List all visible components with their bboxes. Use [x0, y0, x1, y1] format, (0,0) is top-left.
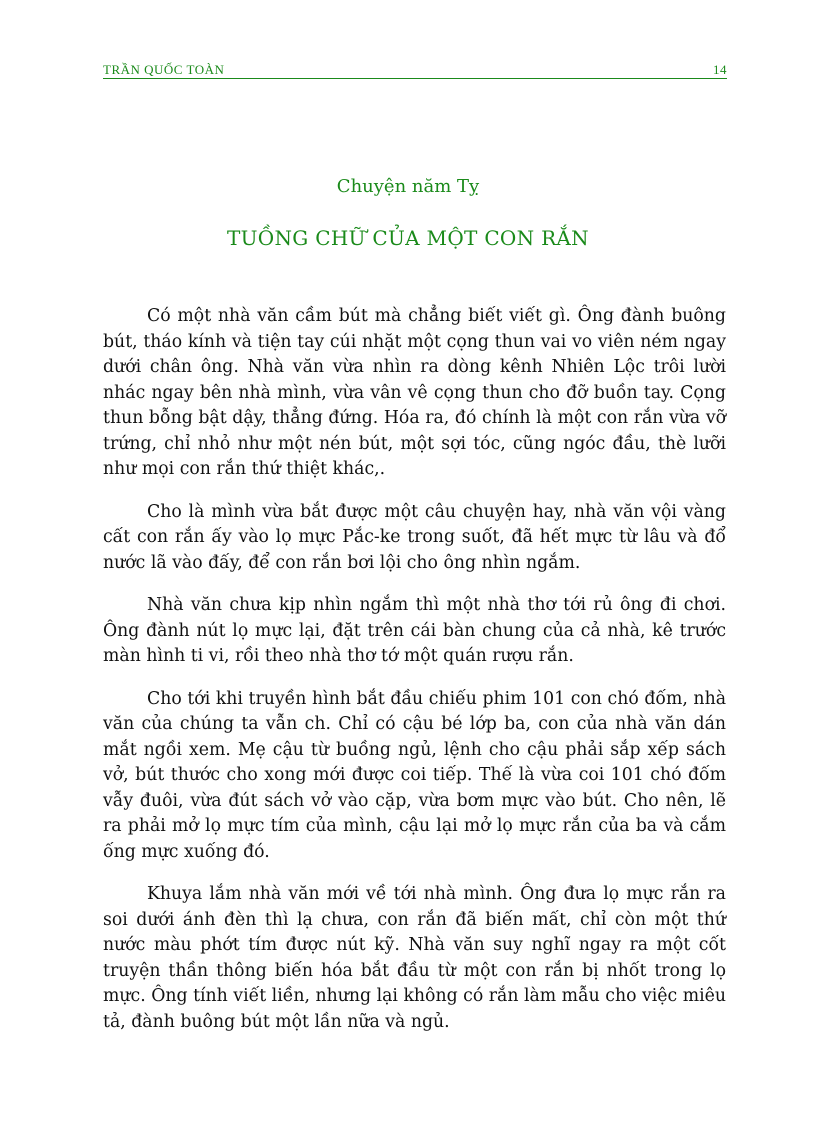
header-author: TRẦN QUỐC TOÀN	[103, 62, 225, 77]
paragraph: Nhà văn chưa kịp nhìn ngắm thì một nhà thơ tới rủ ông đi chơi. Ông đành nút lọ mực lại, đặt trên cái bàn chung của cả nhà, kê trước màn hình ti vi, rồi theo nhà thơ tớ một quán rượu rắn.	[103, 595, 726, 666]
paragraph: Có một nhà văn cầm bút mà chẳng biết viết gì. Ông đành buông bút, tháo kính và tiện tay cúi nhặt một cọng thun vai vo viên ném ngay dưới chân ông. Nhà văn vừa nhìn ra dòng kênh Nhiên Lộc trôi lười nhác ngay bên nhà mình, vừa vân vê cọng thun cho đỡ buồn tay. Cọng thun bỗng bật dậy, thẳng đứng. Hóa ra, đó chính là một con rắn vừa vỡ trứng, chỉ nhỏ như một nén bút, một sợi tóc, cũng ngóc đầu, thè lưỡi như mọi con rắn thứ thiệt khác,.	[103, 306, 726, 479]
chapter-title: TUỒNG CHỮ CỦA MỘT CON RẮN	[227, 226, 589, 250]
chapter-subtitle: Chuyện năm Tỵ	[336, 176, 480, 197]
page-number: 14	[713, 62, 727, 77]
running-header	[103, 62, 727, 79]
paragraph: Cho tới khi truyền hình bắt đầu chiếu phim 101 con chó đốm, nhà văn của chúng ta vẫn ch. Chỉ có cậu bé lớp ba, con của nhà văn dán mắt ngồi xem. Mẹ cậu từ buồng ngủ, lệnh cho cậu phải sắp xếp sách vở, bút thước cho xong mới được coi tiếp. Thế là vừa coi 101 chó đốm vẫy đuôi, vừa đút sách vở vào cặp, vừa bơm mực vào bút. Cho nên, lẽ ra phải mở lọ mực tím của mình, cậu lại mở lọ mực rắn của ba và cắm ống mực xuống đó.	[103, 688, 726, 862]
paragraph: Khuya lắm nhà văn mới về tới nhà mình. Ông đưa lọ mực rắn ra soi dưới ánh đèn thì lạ chưa, con rắn đã biến mất, chỉ còn một thứ nước màu phớt tím được nút kỹ. Nhà văn suy nghĩ ngay ra một cốt truyện thần thông biến hóa bắt đầu từ một con rắn bị nhốt trong lọ mực. Ông tính viết liền, nhưng lại không có rắn làm mẫu cho việc miêu tả, đành buông bút một lần nữa và ngủ.	[103, 884, 726, 1032]
story-body	[103, 304, 726, 1052]
paragraph: Cho là mình vừa bắt được một câu chuyện hay, nhà văn vội vàng cất con rắn ấy vào lọ mực Pắc-ke trong suốt, đã hết mực từ lâu và đổ nước lã vào đấy, để con rắn bơi lội cho ông nhìn ngắm.	[103, 501, 726, 573]
